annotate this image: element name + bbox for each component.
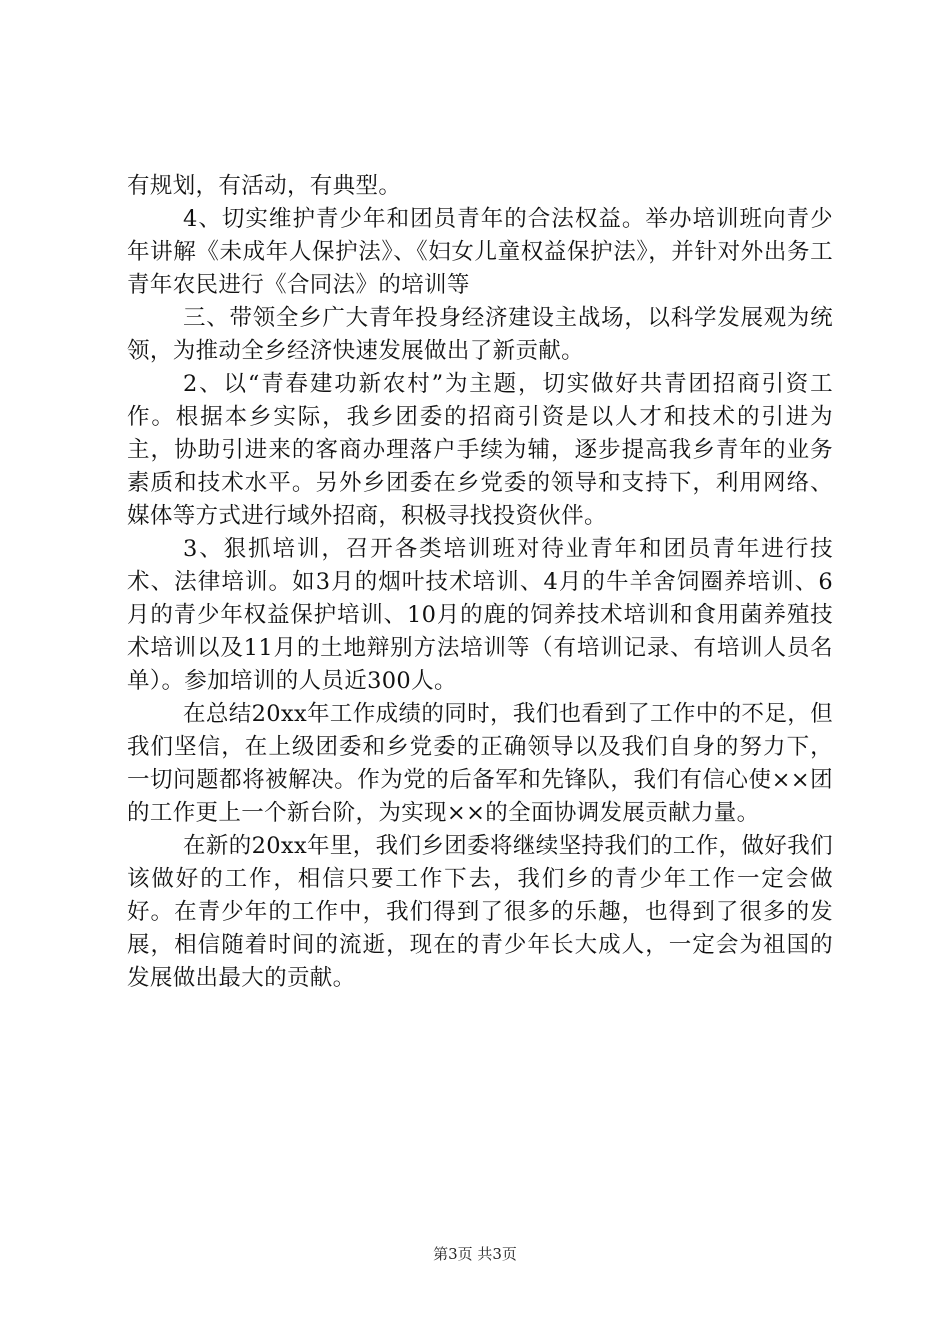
paragraph-7: 在新的20xx年里，我们乡团委将继续坚持我们的工作，做好我们该做好的工作，相信只要工作下去，我们乡的青少年工作一定会做好。在青少年的工作中，我们得到了很多的乐趣，也得到了很多的发展，相信随着时间的流逝，现在的青少年长大成人，一定会为祖国的发展做出最大的贡献。 [127,833,833,991]
paragraph-2: 4、切实维护青少年和团员青年的合法权益。举办培训班向青少年讲解《未成年人保护法》、《妇女儿童权益保护法》，并针对外出务工青年农民进行《合同法》的培训等 [127,206,833,298]
paragraph-1: 有规划，有活动，有典型。 [127,173,402,199]
document-body [127,170,833,995]
paragraph-5: 3、狠抓培训，召开各类培训班对待业青年和团员青年进行技术、法律培训。如3月的烟叶技术培训、4月的牛羊舍饲圈养培训、6月的青少年权益保护培训、10月的鹿的饲养技术培训和食用菌养殖技术培训以及11月的土地辩别方法培训等（有培训记录、有培训人员名单）。参加培训的人员近300人。 [127,536,833,694]
page-footer: 第3页 共3页 [433,1245,517,1263]
paragraph-4: 2、以“青春建功新农村”为主题，切实做好共青团招商引资工作。根据本乡实际，我乡团委的招商引资是以人才和技术的引进为主，协助引进来的客商办理落户手续为辅，逐步提高我乡青年的业务素质和技术水平。另外乡团委在乡党委的领导和支持下，利用网络、媒体等方式进行域外招商，积极寻找投资伙伴。 [127,371,833,529]
paragraph-6: 在总结20xx年工作成绩的同时，我们也看到了工作中的不足，但我们坚信，在上级团委和乡党委的正确领导以及我们自身的努力下，一切问题都将被解决。作为党的后备军和先锋队，我们有信心使××团的工作更上一个新台阶，为实现××的全面协调发展贡献力量。 [127,701,833,826]
paragraph-3: 三、带领全乡广大青年投身经济建设主战场，以科学发展观为统领，为推动全乡经济快速发展做出了新贡献。 [127,305,833,364]
